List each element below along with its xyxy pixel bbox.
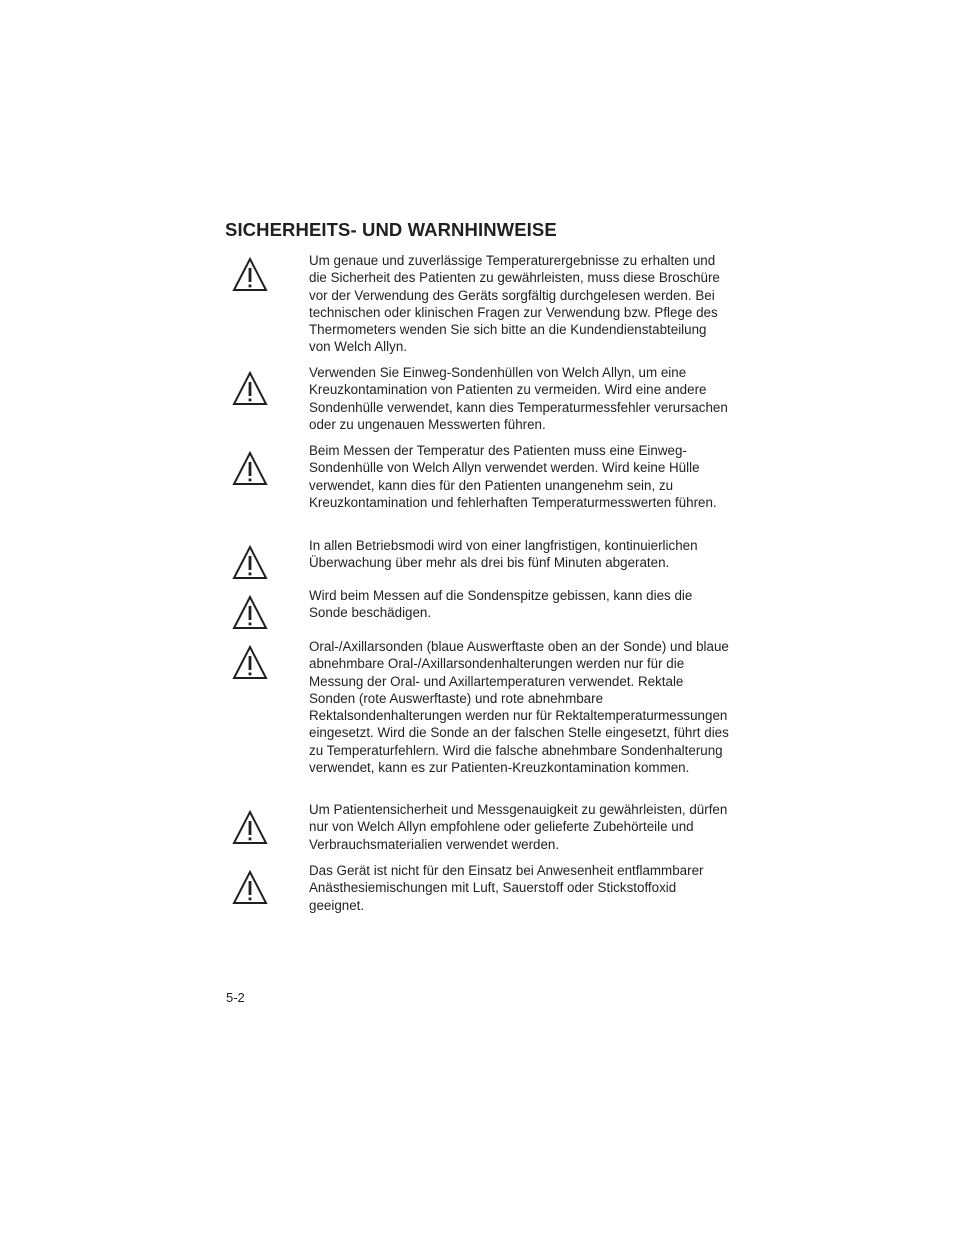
warning-triangle-icon — [232, 257, 268, 291]
warning-triangle-icon — [232, 810, 268, 844]
warning-text: Wird beim Messen auf die Sondenspitze gebissen, kann dies die Sonde beschädigen. — [309, 588, 693, 621]
warning-text: Um Patientensicherheit und Messgenauigkeit zu gewährleisten, dürfen nur von Welch Allyn empfohlene oder gelieferte Zubehörteile und Verbrauchsmaterialien verwendet werden. — [309, 802, 728, 852]
section-title: SICHERHEITS- UND WARNHINWEISE — [225, 219, 557, 240]
warning-triangle-icon — [232, 870, 268, 904]
warning-text: Oral-/Axillarsonden (blaue Auswerftaste oben an der Sonde) und blaue abnehmbare Oral-/Axillarsondenhalterungen werden nur für die Messung der Oral- und Axillartemperaturen verwendet. Rektale Sonden (rote Auswerftaste) und rote abnehmbare Rektalsondenhalterungen werden nur für Rektaltemperaturmessungen eingesetzt. Wird die Sonde an der falschen Stelle eingesetzt, führt dies zu Temperaturfehlern. Wird die falsche abnehmbare Sondenhalterung verwendet, kann es zur Patienten-Kreuzkontamination kommen. — [309, 639, 729, 776]
warning-triangle-icon — [232, 451, 268, 485]
page-number: 5-2 — [226, 990, 245, 1005]
warning-triangle-icon — [232, 645, 268, 679]
warning-text: Das Gerät ist nicht für den Einsatz bei Anwesenheit entflammbarer Anästhesiemischungen mit Luft, Sauerstoff oder Stickstoffoxid geeignet. — [309, 863, 704, 913]
warning-triangle-icon — [232, 545, 268, 579]
warning-triangle-icon — [232, 595, 268, 629]
warning-text: Beim Messen der Temperatur des Patienten muss eine Einweg-Sondenhülle von Welch Allyn verwendet werden. Wird keine Hülle verwendet, kann dies für den Patienten unangenehm sein, zu Kreuzkontamination und fehlerhaften Temperaturmesswerten führen. — [309, 443, 717, 510]
warning-triangle-icon — [232, 371, 268, 405]
warning-text: In allen Betriebsmodi wird von einer langfristigen, kontinuierlichen Überwachung über mehr als drei bis fünf Minuten abgeraten. — [309, 538, 698, 571]
warning-text: Um genaue und zuverlässige Temperaturergebnisse zu erhalten und die Sicherheit des Patienten zu gewährleisten, muss diese Broschüre vor der Verwendung des Geräts sorgfältig durchgelesen werden. Bei technischen oder klinischen Fragen zur Verwendung bzw. Pflege des Thermometers wenden Sie sich bitte an die Kundendienstabteilung von Welch Allyn. — [309, 253, 720, 355]
warning-text: Verwenden Sie Einweg-Sondenhüllen von Welch Allyn, um eine Kreuzkontamination von Patienten zu vermeiden. Wird eine andere Sondenhülle verwendet, kann dies Temperaturmessfehler verursachen oder zu ungenauen Messwerten führen. — [309, 365, 728, 432]
